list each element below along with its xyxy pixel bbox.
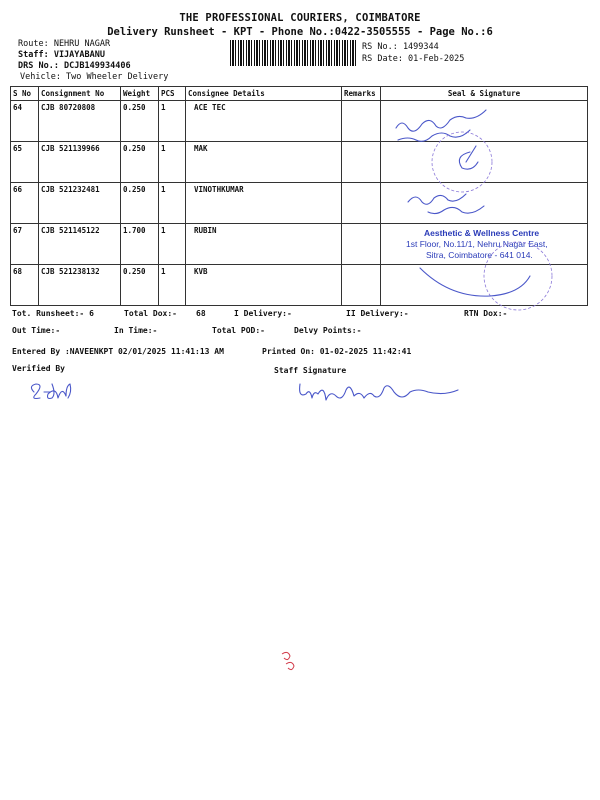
route-label: Route: NEHRU NAGAR [18, 39, 111, 49]
cell-consignment: CJB 521238132 [39, 265, 121, 306]
drs-number: DRS No.: DCJB149934406 [18, 61, 131, 71]
col-seal: Seal & Signature [381, 87, 588, 101]
red-ink-mark [282, 652, 294, 669]
cell-consignment: CJB 80720808 [39, 101, 121, 142]
col-consignment: Consignment No [39, 87, 121, 101]
verified-by-label: Verified By [12, 364, 65, 373]
delvy-points-label: Delvy Points:- [294, 326, 362, 335]
total-dox-label: Total Dox:- [124, 309, 177, 318]
cell-consignee: VINOTHKUMAR [186, 183, 342, 224]
cell-weight: 0.250 [121, 265, 159, 306]
staff-label: Staff: VIJAYABANU [18, 50, 105, 60]
staff-signature [300, 384, 458, 400]
cell-weight: 0.250 [121, 183, 159, 224]
ii-delivery-label: II Delivery:- [346, 309, 409, 318]
cell-sno: 66 [11, 183, 39, 224]
cell-sno: 68 [11, 265, 39, 306]
total-dox-value: 68 [196, 309, 206, 318]
col-weight: Weight [121, 87, 159, 101]
stamp-line-2: 1st Floor, No.11/1, Nehru Nagar East, [406, 239, 548, 249]
col-consignee: Consignee Details [186, 87, 342, 101]
cell-consignee: ACE TEC [186, 101, 342, 142]
vehicle-label: Vehicle: Two Wheeler Delivery [20, 72, 169, 82]
signature-scribble-row-66 [408, 194, 484, 214]
signature-scribble-row-64 [396, 110, 486, 141]
cell-weight: 0.250 [121, 142, 159, 183]
stamp-line-3: Sitra, Coimbatore - 641 014. [426, 250, 533, 260]
out-time-label: Out Time:- [12, 326, 61, 335]
cell-pcs: 1 [159, 101, 186, 142]
cell-consignment: CJB 521139966 [39, 142, 121, 183]
cell-weight: 0.250 [121, 101, 159, 142]
seal-circle-row-65 [432, 132, 492, 192]
col-pcs: PCS [159, 87, 186, 101]
staff-signature-label: Staff Signature [274, 366, 347, 375]
cell-consignee: RUBIN [186, 224, 342, 265]
total-pod-label: Total POD:- [212, 326, 265, 335]
cell-weight: 1.700 [121, 224, 159, 265]
cell-consignment: CJB 521145122 [39, 224, 121, 265]
cell-sno: 65 [11, 142, 39, 183]
col-sno: S No [11, 87, 39, 101]
cell-consignment: CJB 521232481 [39, 183, 121, 224]
i-delivery-label: I Delivery:- [234, 309, 292, 318]
cell-consignee: KVB [186, 265, 342, 306]
cell-pcs: 1 [159, 265, 186, 306]
rs-number: RS No.: 1499344 [362, 42, 439, 52]
seal-circle-row-68 [420, 242, 552, 310]
cell-pcs: 1 [159, 183, 186, 224]
rs-date: RS Date: 01-Feb-2025 [362, 54, 465, 64]
printed-on: Printed On: 01-02-2025 11:42:41 [262, 347, 412, 356]
col-remarks: Remarks [342, 87, 381, 101]
cell-pcs: 1 [159, 224, 186, 265]
tot-runsheet: Tot. Runsheet:- 6 [12, 309, 94, 318]
cell-sno: 67 [11, 224, 39, 265]
stamp-line-1: Aesthetic & Wellness Centre [424, 228, 540, 238]
cell-consignee: MAK [186, 142, 342, 183]
runsheet-subtitle: Delivery Runsheet - KPT - Phone No.:0422-3505555 - Page No.:6 [107, 26, 493, 38]
rtn-dox-label: RTN Dox:- [464, 309, 508, 318]
cell-pcs: 1 [159, 142, 186, 183]
company-title: THE PROFESSIONAL COURIERS, COIMBATORE [179, 12, 421, 24]
entered-by: Entered By :NAVEENKPT 02/01/2025 11:41:13 AM [12, 347, 224, 356]
verified-signature [31, 384, 70, 399]
cell-sno: 64 [11, 101, 39, 142]
in-time-label: In Time:- [114, 326, 158, 335]
